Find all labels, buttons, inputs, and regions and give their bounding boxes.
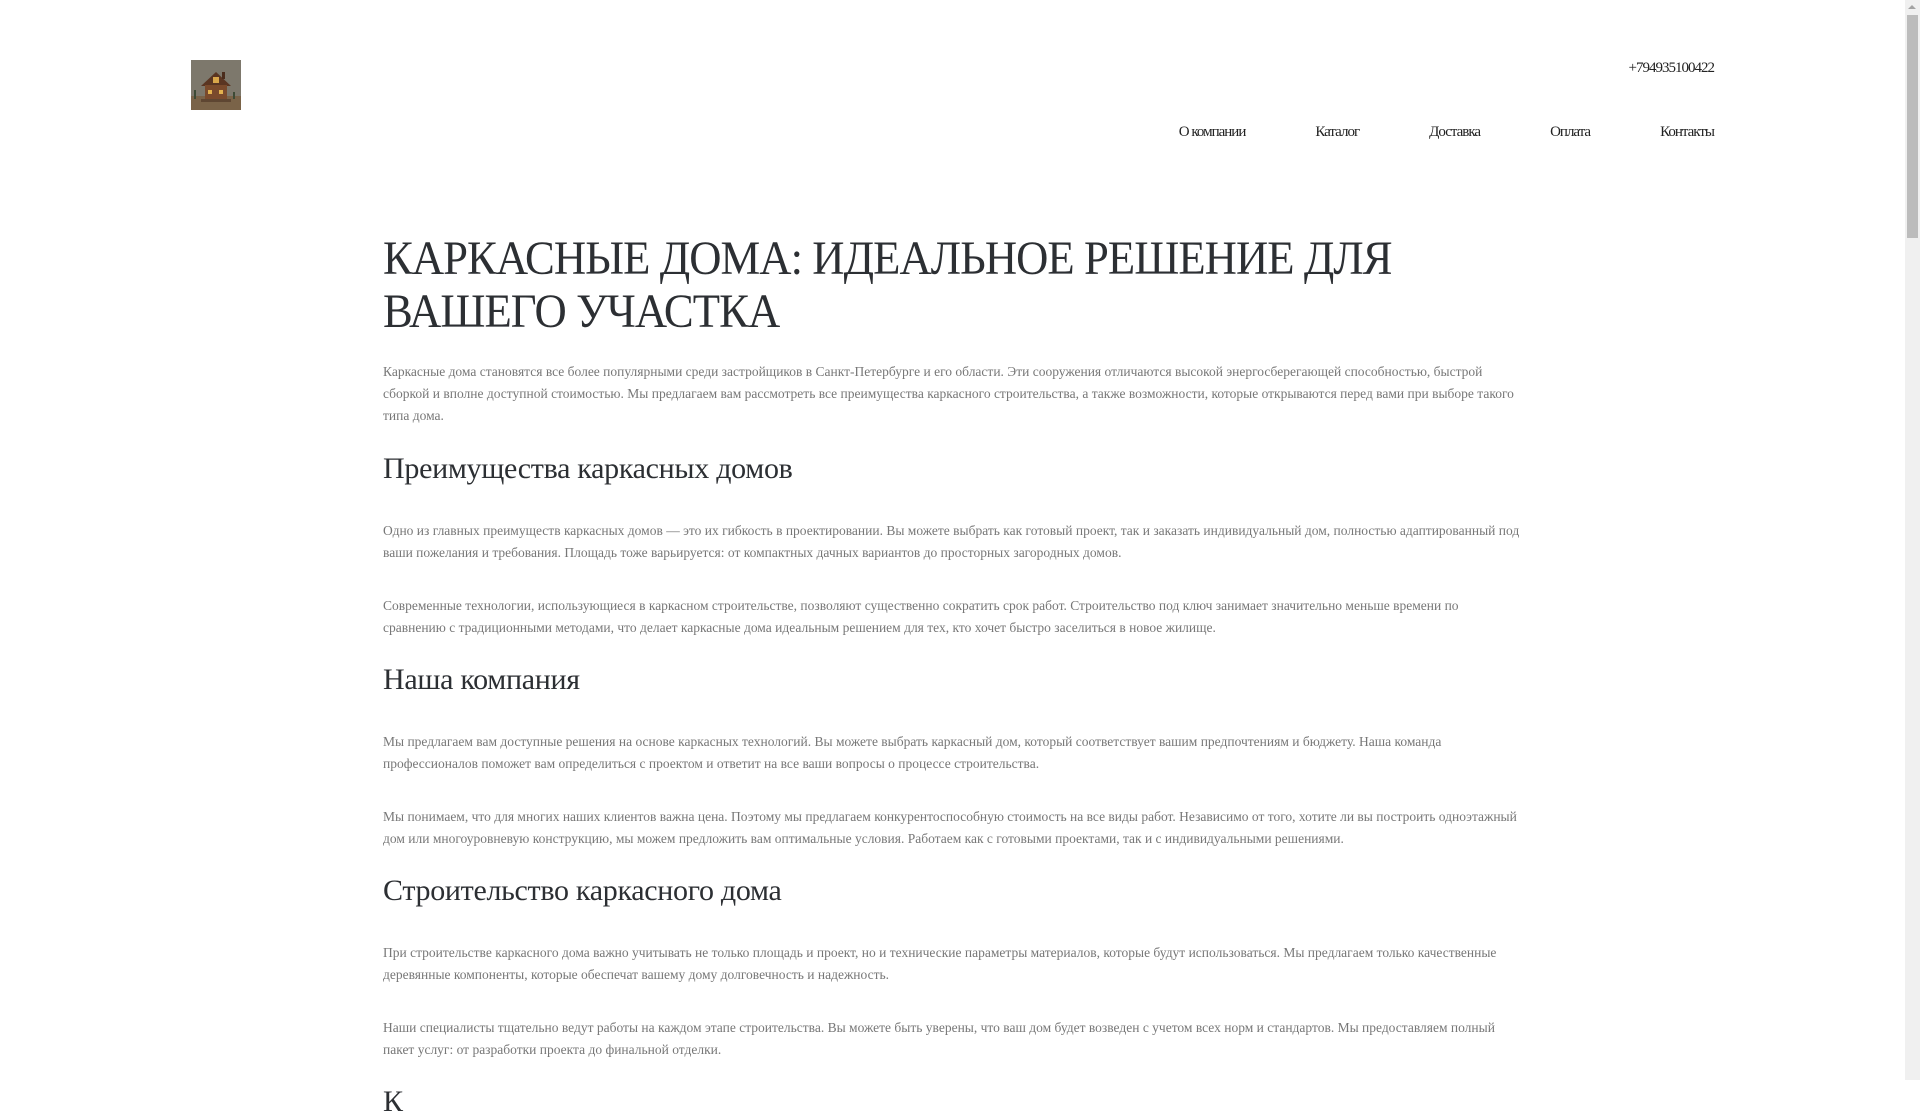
scrollbar-thumb[interactable] bbox=[1907, 15, 1918, 238]
nav-item-catalog[interactable]: Каталог bbox=[1315, 124, 1360, 140]
paragraph: При строительстве каркасного дома важно учитывать не только площадь и проект, но и технические параметры материалов, которые будут использоваться. Мы предлагаем только качественные деревянные компоненты, которые обеспечат вашему дому долговечность и надежность. bbox=[383, 945, 1497, 982]
paragraph: Мы понимаем, что для многих наших клиентов важна цена. Поэтому мы предлагаем конкурентоспособную стоимость на все виды работ. Независимо от того, хотите ли вы построить одноэтажный дом или многоуровневую конструкцию, мы можем предложить вам оптимальные условия. Работаем как с готовыми проектами, так и с индивидуальными решениями. bbox=[383, 809, 1517, 846]
paragraph: Современные технологии, использующиеся в каркасном строительстве, позволяют существенно сократить срок работ. Строительство под ключ занимает значительно меньше времени по сравнению с традиционными методами, что делает каркасные дома идеальным решением для тех, кто хочет быстро заселиться в новое жилище. bbox=[383, 598, 1459, 635]
nav-item-about[interactable]: О компании bbox=[1178, 124, 1246, 140]
nav-item-delivery[interactable]: Доставка bbox=[1429, 124, 1481, 140]
nav-item-payment[interactable]: Оплата bbox=[1550, 124, 1591, 140]
main-nav bbox=[1179, 124, 1714, 141]
logo[interactable] bbox=[191, 60, 241, 110]
intro-paragraph: Каркасные дома становятся все более популярными среди застройщиков в Санкт-Петербурге и его области. Эти сооружения отличаются высокой энергосберегающей способностью, быстрой сборкой и вполне доступной стоимостью. Мы предлагаем вам рассмотреть все преимущества каркасного строительства, а также возможности, которые открываются перед вами при выборе такого типа дома. bbox=[383, 364, 1514, 423]
page-title: КАРКАСНЫЕ ДОМА: ИДЕАЛЬНОЕ РЕШЕНИЕ ДЛЯ ВАШЕГО УЧАСТКА bbox=[383, 232, 1392, 338]
scroll-up-arrow-icon[interactable] bbox=[1908, 5, 1916, 9]
section-heading-advantages: Преимущества каркасных домов bbox=[383, 452, 793, 485]
paragraph: Мы предлагаем вам доступные решения на основе каркасных технологий. Вы можете выбрать каркасный дом, который соответствует вашим предпочтениям и бюджету. Наша команда профессионалов поможет вам определиться с проектом и ответит на все ваши вопросы о процессе строительства. bbox=[383, 734, 1442, 771]
section-heading-next: К bbox=[383, 1085, 403, 1118]
paragraph: Одно из главных преимуществ каркасных домов — это их гибкость в проектировании. Вы можете выбрать как готовый проект, так и заказать индивидуальный дом, полностью адаптированный под ваши пожелания и требования. Площадь тоже варьируется: от компактных дачных вариантов до просторных загородных домов. bbox=[383, 523, 1520, 560]
article bbox=[383, 232, 1523, 1120]
section-heading-construction: Строительство каркасного дома bbox=[383, 874, 782, 907]
paragraph: Наши специалисты тщательно ведут работы на каждом этапе строительства. Вы можете быть уверены, что ваш дом будет возведен с учетом всех норм и стандартов. Мы предоставляем полный пакет услуг: от разработки проекта до финальной отделки. bbox=[383, 1020, 1495, 1057]
section-heading-company: Наша компания bbox=[383, 663, 580, 696]
phone-number-link[interactable]: +794935100422 bbox=[1628, 60, 1714, 76]
vertical-scrollbar[interactable] bbox=[1905, 0, 1920, 1080]
house-logo-icon bbox=[191, 60, 241, 110]
nav-item-contacts[interactable]: Контакты bbox=[1660, 124, 1714, 140]
